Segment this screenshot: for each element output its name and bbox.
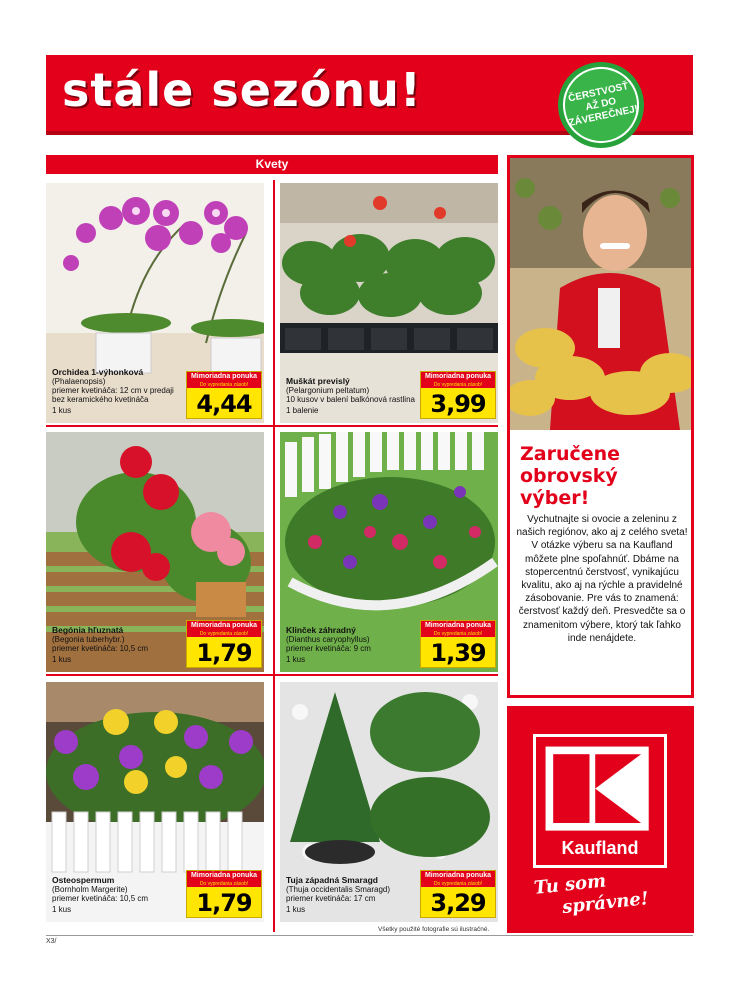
product-quantity: 1 kus bbox=[286, 905, 306, 914]
product-info bbox=[286, 876, 416, 914]
product-price: 4,44 bbox=[196, 390, 252, 418]
product-details: 10 kusov v balení balkónová rastlina bbox=[286, 395, 415, 404]
product-price: 1,39 bbox=[430, 639, 486, 667]
brand-name: Kaufland bbox=[561, 838, 639, 858]
price-box bbox=[186, 620, 262, 668]
offer-subtag: Do vypredania zásob! bbox=[421, 881, 495, 887]
product-details: priemer kvetináča: 10,5 cm bbox=[52, 644, 149, 653]
product-card-thuja[interactable] bbox=[280, 682, 498, 922]
price-box bbox=[420, 620, 496, 668]
page-number: X3/ bbox=[46, 938, 57, 945]
column-divider bbox=[273, 180, 275, 932]
product-quantity: 1 kus bbox=[52, 905, 72, 914]
slogan-line: Tu som bbox=[533, 870, 608, 899]
product-name: Muškát previsl‎ý bbox=[286, 376, 350, 386]
product-details: priemer kvetináča: 10,5 cm bbox=[52, 894, 149, 903]
product-quantity: 1 kus bbox=[52, 406, 72, 415]
offer-tag: Mimoriadna ponuka bbox=[421, 621, 495, 631]
product-quantity: 1 kus bbox=[52, 655, 72, 664]
product-card-osteospermum[interactable] bbox=[46, 682, 264, 922]
offer-subtag: Do vypredania zásob! bbox=[421, 631, 495, 637]
product-latin: (Phalaenopsis) bbox=[52, 377, 106, 386]
product-card-orchid[interactable] bbox=[46, 183, 264, 423]
promo-panel bbox=[507, 155, 694, 698]
offer-subtag: Do vypredania zásob! bbox=[187, 631, 261, 637]
page-title: stále sezónu! bbox=[62, 63, 422, 117]
product-price: 1,79 bbox=[196, 639, 252, 667]
product-info bbox=[286, 626, 416, 664]
product-name: Begónia hľuznatá bbox=[52, 625, 124, 635]
kaufland-logo-panel bbox=[507, 706, 694, 933]
offer-tag: Mimoriadna ponuka bbox=[187, 621, 261, 631]
freshness-badge-text: ČERSTVOSŤ AŽ DO ZÁVEREČNEJ! bbox=[558, 62, 643, 147]
photo-disclaimer: Všetky použité fotografie sú ilustračné. bbox=[378, 926, 490, 933]
product-name: Klinček záhradný bbox=[286, 625, 356, 635]
product-quantity: 1 balenie bbox=[286, 406, 319, 415]
slogan-line: správne! bbox=[561, 888, 650, 919]
price-box bbox=[420, 870, 496, 918]
offer-subtag: Do vypredania zásob! bbox=[187, 382, 261, 388]
price-box bbox=[186, 371, 262, 419]
product-details: priemer kvetináča: 12 cm v predaji bez keramického kvetináča bbox=[52, 386, 174, 404]
slogan bbox=[533, 866, 650, 922]
offer-subtag: Do vypredania zásob! bbox=[187, 881, 261, 887]
offer-tag: Mimoriadna ponuka bbox=[421, 871, 495, 881]
product-latin: (Bornholm Margerite) bbox=[52, 885, 128, 894]
footer-divider bbox=[46, 935, 693, 936]
promo-photo bbox=[510, 158, 691, 430]
product-latin: (Dianthus caryophyllus) bbox=[286, 635, 370, 644]
product-info bbox=[286, 377, 416, 415]
product-name: Tuja západná Smaragd bbox=[286, 875, 378, 885]
row-divider bbox=[46, 425, 498, 427]
product-details: priemer kvetináča: 17 cm bbox=[286, 894, 376, 903]
offer-subtag: Do vypredania zásob! bbox=[421, 382, 495, 388]
product-price: 3,99 bbox=[430, 390, 486, 418]
offer-tag: Mimoriadna ponuka bbox=[187, 871, 261, 881]
product-quantity: 1 kus bbox=[286, 655, 306, 664]
product-latin: (Thuja occidentalis Smaragd) bbox=[286, 885, 391, 894]
product-card-geranium[interactable] bbox=[280, 183, 498, 423]
product-name: Orchidea 1-výhonková bbox=[52, 367, 144, 377]
product-details: priemer kvetináča: 9 cm bbox=[286, 644, 371, 653]
price-box bbox=[420, 371, 496, 419]
product-card-carnation[interactable] bbox=[280, 432, 498, 672]
product-info bbox=[52, 368, 182, 415]
product-price: 3,29 bbox=[430, 889, 486, 917]
offer-tag: Mimoriadna ponuka bbox=[421, 372, 495, 382]
offer-tag: Mimoriadna ponuka bbox=[187, 372, 261, 382]
product-info bbox=[52, 876, 182, 914]
promo-headline: Zaručene obrovský výber! bbox=[520, 443, 621, 509]
product-price: 1,79 bbox=[196, 889, 252, 917]
product-info bbox=[52, 626, 182, 664]
section-title: Kvety bbox=[46, 155, 498, 174]
product-latin: (Begonia tuberhybr.) bbox=[52, 635, 125, 644]
row-divider bbox=[46, 674, 498, 676]
kaufland-logo bbox=[533, 734, 667, 868]
product-card-begonia[interactable] bbox=[46, 432, 264, 672]
product-name: Osteospermum bbox=[52, 875, 115, 885]
price-box bbox=[186, 870, 262, 918]
promo-body-text: Vychutnajte si ovocie a zeleninu z našich regiónov, ako aj z celého sveta! V otázke výberu sa na Kaufland môžete plne spoľahnúť. Dbáme na stopercentnú čerstvosť, vynikajúcu kvalitu, ako aj na rýchle a pravidelné zásobovanie. Pre vás to znamená: čerstvosť každý deň. Presvedčte sa o znamenitom výbere, ktorý tak ľahko inde nenájdete. bbox=[516, 514, 688, 644]
product-latin: (Pelargonium peltatum) bbox=[286, 386, 370, 395]
